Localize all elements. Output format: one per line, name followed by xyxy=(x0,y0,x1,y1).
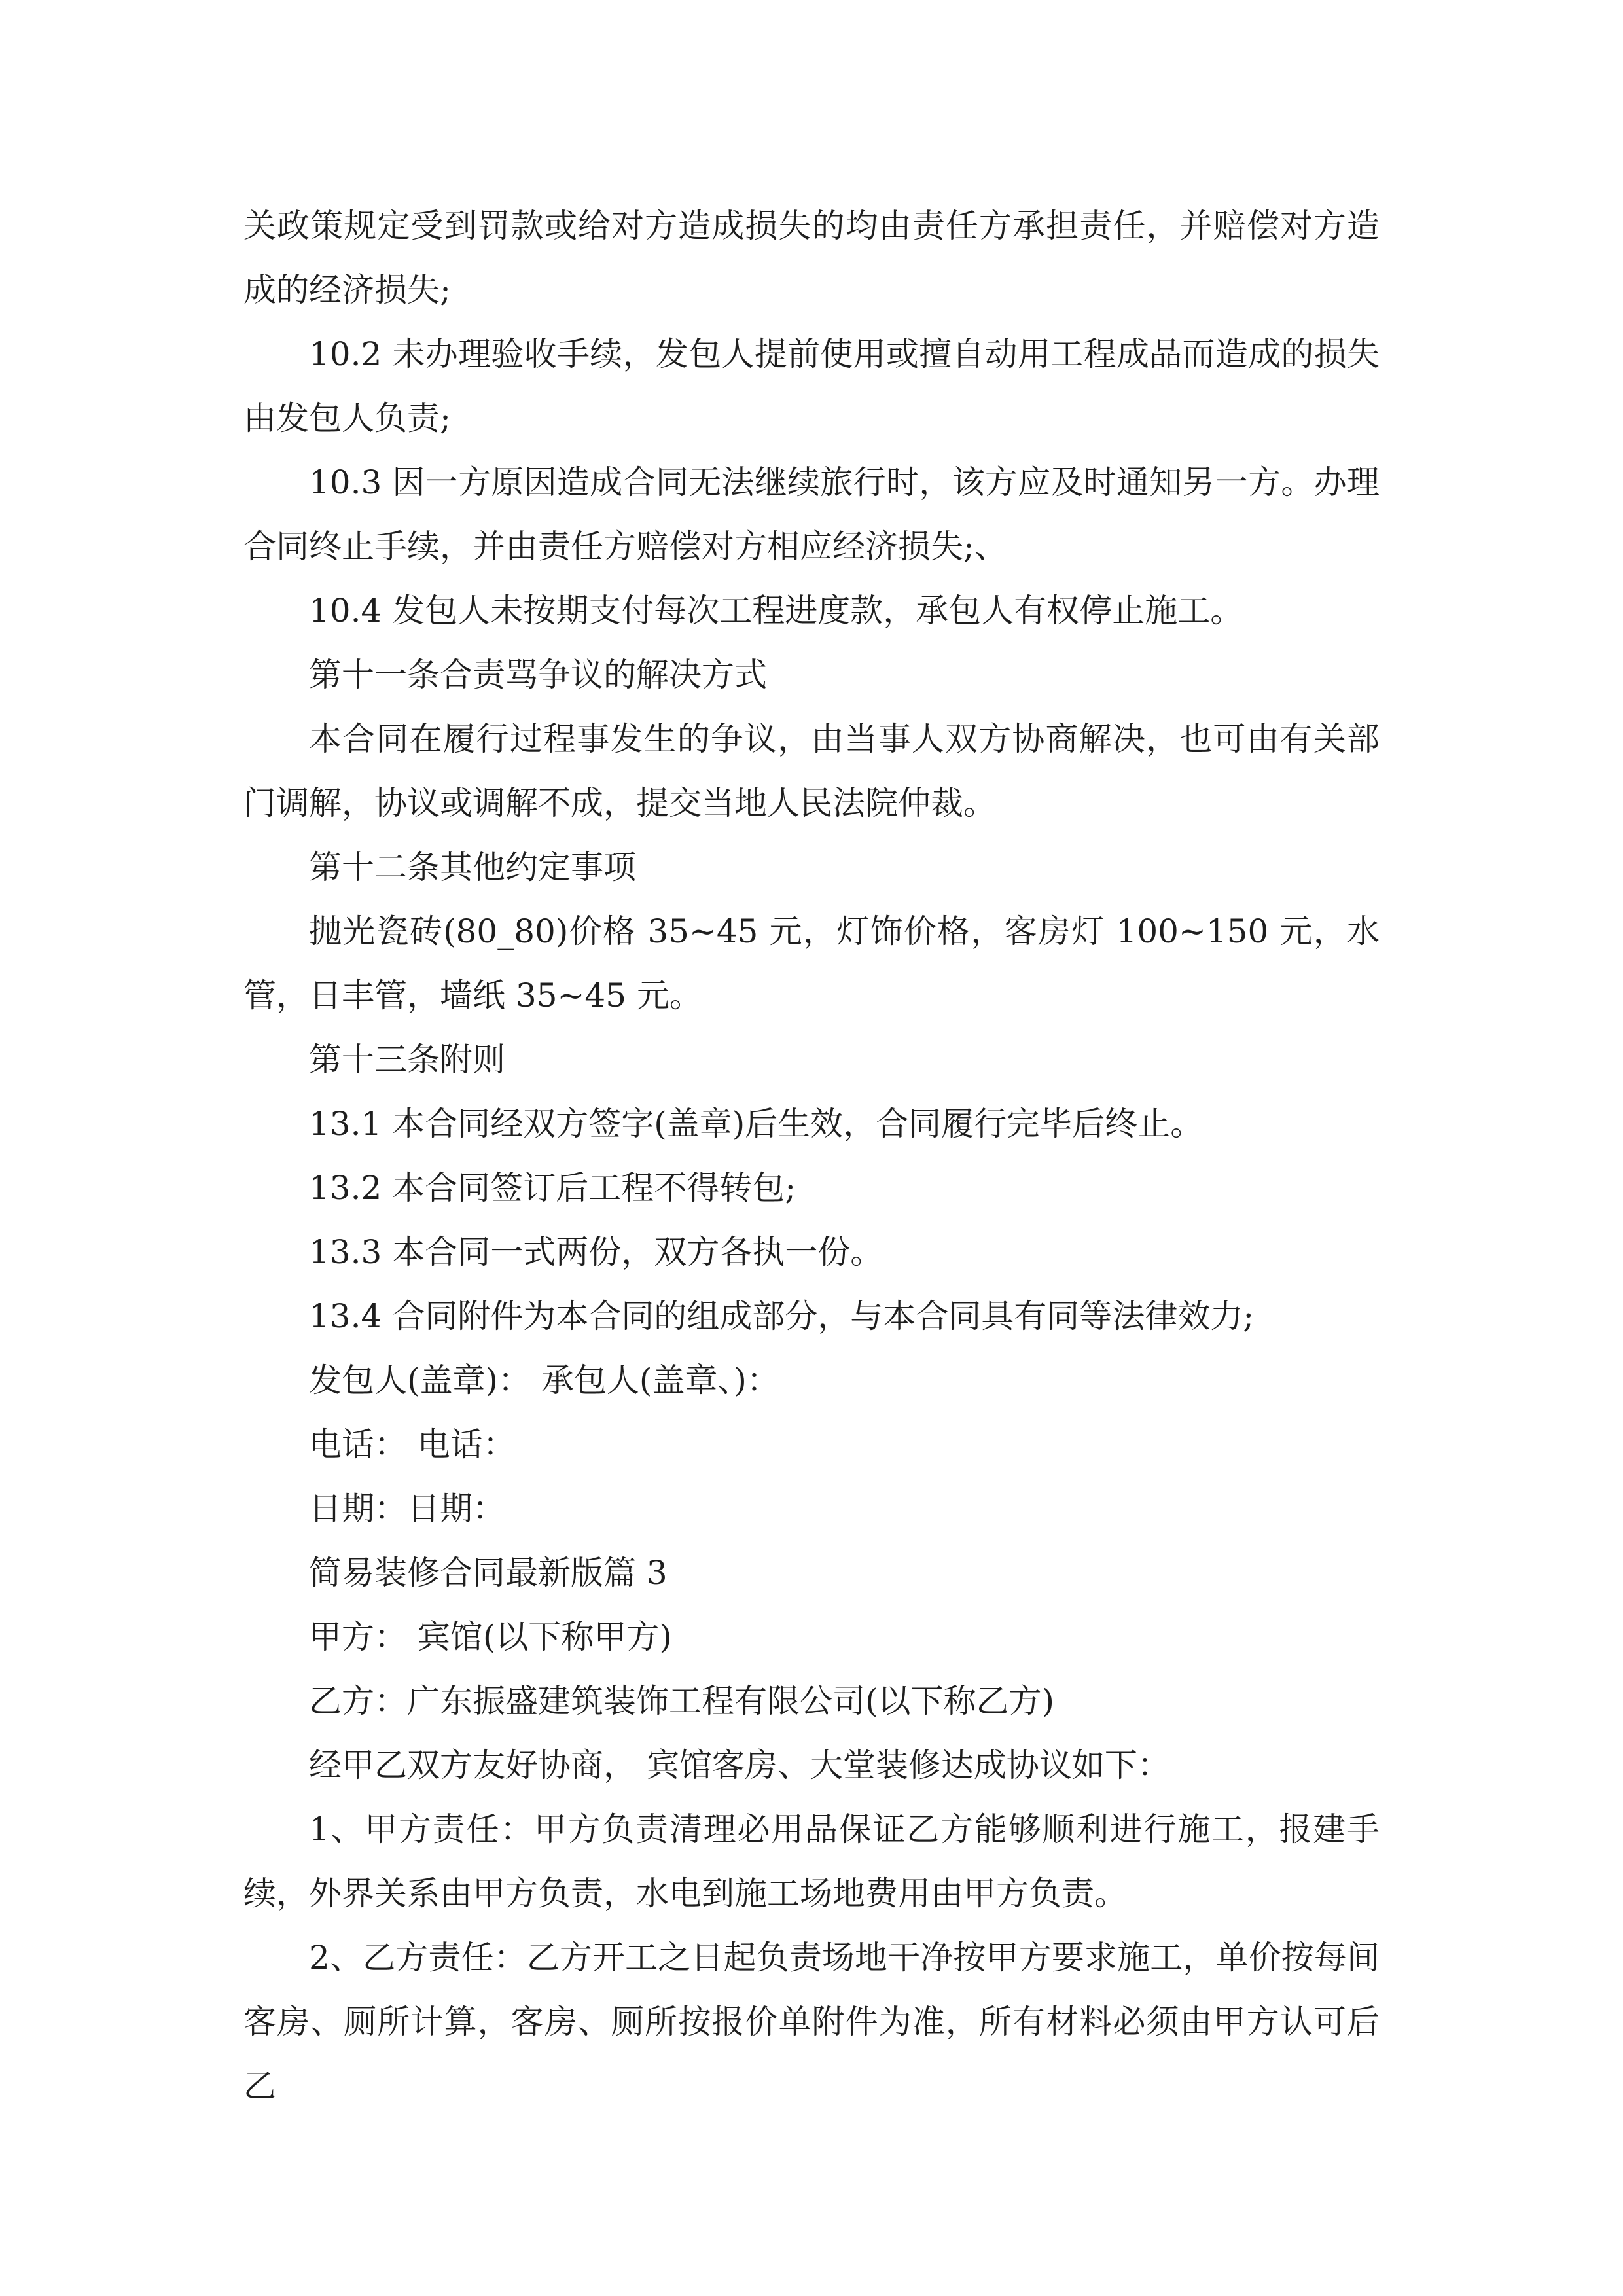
signature-line: 发包人(盖章)： 承包人(盖章、)： xyxy=(309,1361,779,1399)
clause-10-2: 10.2 未办理验收手续，发包人提前使用或擅自动用工程成品而造成的损失由发包人负责; xyxy=(243,335,1380,437)
clause-10-4: 10.4 发包人未按期支付每次工程进度款，承包人有权停止施工。 xyxy=(309,592,1243,630)
article-13-heading: 第十三条附则 xyxy=(309,1041,505,1079)
phone-line: 电话： 电话： xyxy=(309,1426,516,1463)
article-11-body: 本合同在履行过程事发生的争议，由当事人双方协商解决，也可由有关部门调解，协议或调解不成，提交当地人民法院仲裁。 xyxy=(243,720,1380,822)
clause-13-1: 13.1 本合同经双方签字(盖章)后生效，合同履行完毕后终止。 xyxy=(309,1105,1204,1143)
clause-10-3: 10.3 因一方原因造成合同无法继续旅行时，该方应及时通知另一方。办理合同终止手续，并由责任方赔偿对方相应经济损失;、 xyxy=(243,463,1380,565)
article-12-body: 抛光瓷砖(80_80)价格 35~45 元，灯饰价格，客房灯 100~150 元，水管，日丰管，墙纸 35~45 元。 xyxy=(243,912,1380,1014)
party-b-responsibility: 2、乙方责任：乙方开工之日起负责场地干净按甲方要求施工，单价按每间客房、厕所计算，客房、厕所按报价单附件为准，所有材料必须由甲方认可后乙 xyxy=(243,1939,1380,2105)
clause-13-2: 13.2 本合同签订后工程不得转包; xyxy=(309,1169,796,1207)
paragraph-continuation: 关政策规定受到罚款或给对方造成损失的均由责任方承担责任，并赔偿对方造成的经济损失; xyxy=(243,207,1380,309)
party-b-line: 乙方：广东振盛建筑装饰工程有限公司(以下称乙方) xyxy=(309,1682,1055,1720)
clause-13-3: 13.3 本合同一式两份，双方各执一份。 xyxy=(309,1233,883,1271)
article-12-heading: 第十二条其他约定事项 xyxy=(309,848,636,886)
party-a-responsibility: 1、甲方责任：甲方负责清理必用品保证乙方能够顺利进行施工，报建手续，外界关系由甲方负责，水电到施工场地费用由甲方负责。 xyxy=(243,1810,1380,1912)
date-line: 日期：日期： xyxy=(309,1490,505,1528)
agreement-intro: 经甲乙双方友好协商， 宾馆客房、大堂装修达成协议如下： xyxy=(309,1746,1170,1784)
section-title: 简易装修合同最新版篇 3 xyxy=(309,1554,668,1592)
article-11-heading: 第十一条合责骂争议的解决方式 xyxy=(309,656,767,694)
party-a-line: 甲方： 宾馆(以下称甲方) xyxy=(309,1618,672,1656)
document-body xyxy=(243,194,1380,2118)
clause-13-4: 13.4 合同附件为本合同的组成部分，与本合同具有同等法律效力; xyxy=(309,1297,1255,1335)
